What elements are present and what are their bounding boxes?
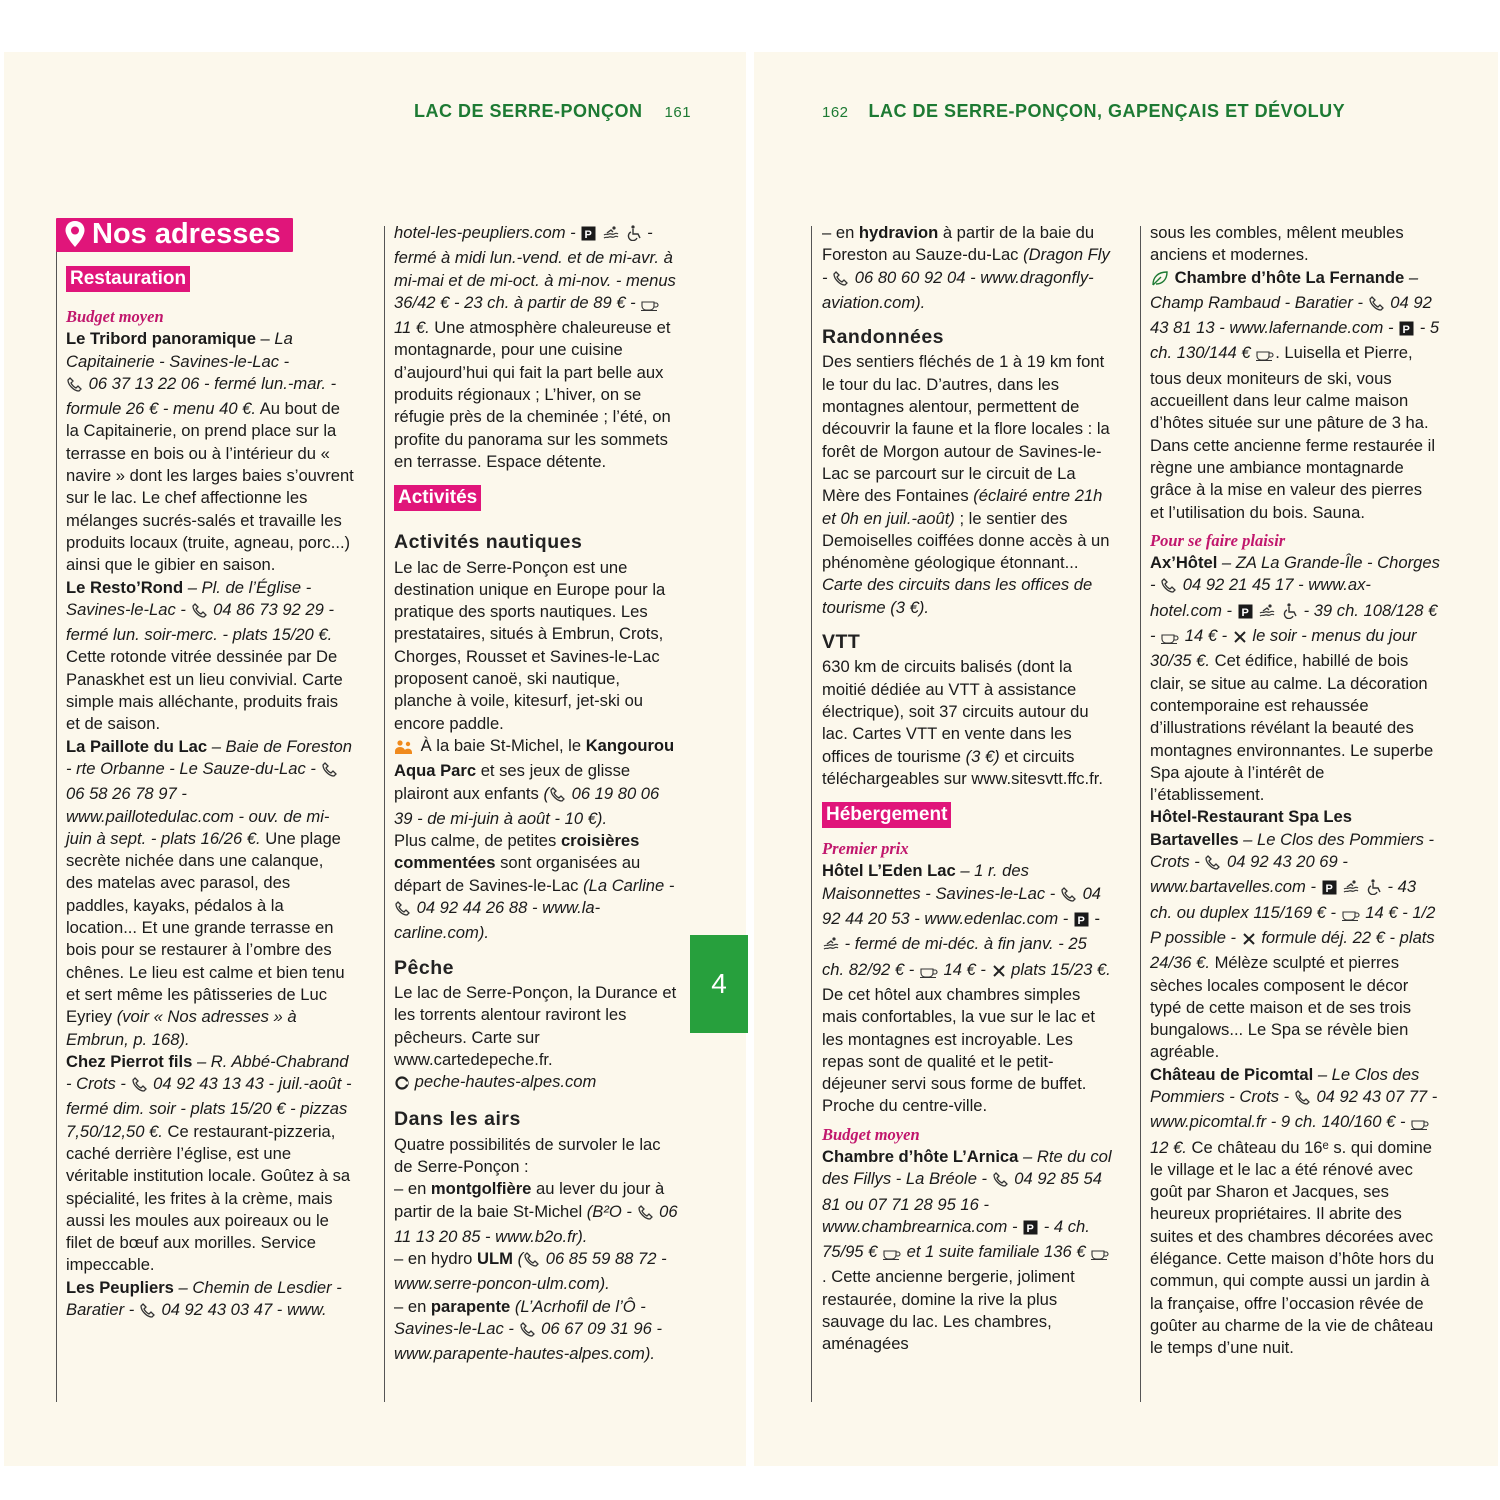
phone-icon [550,786,566,808]
left-page-number: 161 [664,104,692,121]
parking-icon [1023,1219,1038,1241]
column-rule [1140,226,1141,1402]
listing-name: La Paillote du Lac [66,736,208,756]
phone-icon [993,1171,1009,1193]
randonnees-text: Des sentiers fléchés de 1 à 19 km font le tour du lac. D’autres, dans les montagnes alentour, permettent de découvrir la faune et la flore locales : la forêt de Morgon autour de Savines-le-Lac se parcourt sur le circuit de La Mère des Fontaines (éclairé entre 21h et 0h en juil.-août) ; le sentier des Demoiselles coiffées donne accès à un phénomène géologique étonnant... Carte des circuits dans les offices de tourisme (3 €). [822,352,1110,617]
listing-eden-lac: Hôtel L’Eden Lac – 1 r. des Maisonnettes - Savines-le-Lac - 04 92 44 20 53 - www.edenlac.com - P - - fermé de mi-déc. à fin janv. - 25 ch. 82/92 € - 14 € - plats 15/23 €. De cet hôtel aux chambres simples mais confortables, la vue sur le lac et les montagnes est incroyable. Les repas sont de qualité et le petit-déjeuner servi sous forme de buffet. Proche du centre-ville. [822,861,1111,1116]
column-3 [822,222,1112,1356]
listing-resto-rond: Le Resto’Rond – Pl. de l’Église - Savines-le-Lac - 04 86 73 92 29 - fermé lun. soir-merc. - plats 15/20 €. Cette rotonde vitrée dessinée par De Panaskhet est un lieu convivial. Carte simple mais alléchante, produits frais et de saison. [66,577,343,734]
listing-name: Ax’Hôtel [1150,553,1218,573]
heading-dans-les-airs: Dans les airs [394,1108,521,1131]
phone-icon [1205,854,1221,876]
peche-website: peche-hautes-alpes.com [394,1071,682,1096]
column-2: hotel-les-peupliers.com - P - fermé à midi lun.-vend. et de mi-avr. à mi-mai et de mi-oct. à mi-nov. - menus 36/42 € - 23 ch. à partir de 89 € - 11 €. Une atmosphère chaleureuse et montagnarde, pour une cuisine d’aujourd’hui qui fait la part belle aux produits régionaux ; L’hiver, on se réfugie près de la cheminée ; l’été, on profite du panorama sur les sommets en terrasse. Espace détente. Activités Activités nautiques Le lac de Serre-Ponçon est une destination unique en Europe pour la pratique des sports nautiques. Les prestataires, situés à Embrun, Crots, Chorges, Rousset et Savines-le-Lac proposent canoë, ski nautique, planche à voile, kitesurf, jet-ski ou encore paddle. À la baie St-Michel, le Kangourou Aqua Parc et ses jeux de glisse plairont aux enfants ( 06 19 80 06 39 - de mi-juin à août - 10 €). Plus calme, de petites croisières commentées sont organisées au départ de Savines-le-Lac (La Carline - 04 92 44 26 88 - www.la-carline.com). Pêche Le lac de Serre-Ponçon, la Durance et les torrents alentour raviront les pêcheurs. Carte sur www.cartedepeche.fr. peche-hautes-alpes.com Dans les airs Quatre possibilités de survoler le lac de Serre-Ponçon : – en montgolfière au lever du jour à partir de la baie St-Michel (B²O - 06 11 13 20 85 - www.b2o.fr). – en hydro ULM ( 06 85 59 88 72 - www.serre-poncon-ulm.com). – en parapente (L’Acrhofil de l’Ô - Savines-le-Lac - 06 67 09 31 96 - www.parapente-hautes-alpes.com). [394,222,682,1366]
breakfast-icon [641,295,659,317]
phone-icon [140,1302,156,1324]
section-restauration: Restauration [66,266,190,292]
vtt-text: 630 km de circuits balisés (dont la moitié dédiée au VTT à assistance électrique), soit 37 circuits autour du lac. Cartes VTT en vente dans les offices de tourisme (3 €) et circuits téléchargeables sur www.sitesvtt.ffc.fr. [822,657,1103,788]
parking-icon [1238,603,1253,625]
listing-axhotel: Ax’Hôtel – ZA La Grande-Île - Chorges - 04 92 21 45 17 - www.ax-hotel.com - P - 39 ch. 108/128 € - 14 € - le soir - menus du jour 30/35 €. Cet édifice, habillé de bois clair, se situe au calme. La décoration contemporaine est rehaussée d’illustrations révélant la beauté des montagnes environnantes. Le superbe Spa ajoute à l’intérêt de l’établissement. [1150,553,1440,805]
right-page-number: 162 [822,104,849,121]
chapter-tab: 4 [690,935,748,1033]
phone-icon [322,761,338,783]
right-title: LAC DE SERRE-PONÇON, GAPENÇAIS ET DÉVOLUY [868,101,1346,121]
svg-text:P: P [1402,324,1410,337]
phone-icon [395,900,411,922]
listing-ulm: – en hydro ULM ( 06 85 59 88 72 - www.serre-poncon-ulm.com). [394,1249,667,1294]
listing-name: Hôtel-Restaurant Spa Les Bartavelles [1150,807,1352,849]
listing-name: Château de Picomtal [1150,1064,1314,1084]
phone-icon [1161,577,1177,599]
listing-tribord: Le Tribord panoramique – La Capitainerie - Savines-le-Lac - 06 37 13 22 06 - fermé lun.-mar. - formule 26 € - menu 40 €. Au bout de la Capitainerie, on prend place sur la terrasse en bois ou à l’intérieur du « navire » dont les larges baies s’ouvrent sur le lac. Le chef affectionne les mélanges sucrés-salés et travaille les produits locaux (truite, agneau, porc...) ainsi que le gibier en saison. [66,329,354,575]
column-rule [56,226,57,1402]
column-1 [66,217,354,1324]
listing-parapente: – en parapente (L’Acrhofil de l’Ô - Savines-le-Lac - 06 67 09 31 96 - www.parapente-hautes-alpes.com). [394,1296,662,1364]
svg-text:P: P [584,229,593,241]
listing-name: Hôtel L’Eden Lac [822,861,956,881]
heading-vtt: VTT [822,631,861,654]
listing-arnica: Chambre d’hôte L’Arnica – Rte du col des Fillys - La Bréole - 04 92 85 54 81 ou 07 71 28 95 16 - www.chambrearnica.com - P - 4 ch. 75/95 € et 1 suite familiale 136 € . Cette ancienne bergerie, joliment restaurée, domine la rive la plus sauvage du lac. Les chambres, aménagées [822,1146,1112,1354]
web-icon [395,1074,409,1096]
parking-icon [1074,911,1089,933]
listing-picomtal: Château de Picomtal – Le Clos des Pommiers - Crots - 04 92 43 07 77 - www.picomtal.fr - 9 ch. 140/160 € - 12 €. Ce château du 16ᵉ s. qui domine le village et le lac a été rénové avec goût par Sharon et Jacques, ses heureux propriétaires. Il abrite des suites et des chambres décorées avec élégance. Cette maison d’hôte hors du commun, qui compte aussi un jardin à la française, offre l’occasion rêvée de goûter au charme de la vie de château le temps d’une nuit. [1150,1064,1438,1358]
listing-fernande: Chambre d’hôte La Fernande – Champ Rambaud - Baratier - 04 92 43 81 13 - www.lafernande.com - P - 5 ch. 130/144 € . Luisella et Pierre, tous deux moniteurs de ski, vous accueillent dans leur calme maison d’hôtes située sur une pâture de 3 ha. Dans cette ancienne ferme restaurée il règne une ambiance montagnarde grâce à la mise en valeur des pierres et l’utilisation du bois. Sauna. [1150,267,1440,522]
listing-name: Chambre d’hôte La Fernande [1174,267,1405,287]
heading-randonnees: Randonnées [822,326,945,349]
pool-icon [1343,879,1359,901]
column-rule [384,226,385,1402]
nos-adresses-banner [56,218,293,252]
svg-text:P: P [1077,915,1085,928]
svg-text:P: P [1325,883,1333,896]
listing-peupliers-cont: hotel-les-peupliers.com - P - fermé à midi lun.-vend. et de mi-avr. à mi-mai et de mi-oct. à mi-nov. - menus 36/42 € - 23 ch. à partir de 89 € - 11 €. Une atmosphère chaleureuse et montagnarde, pour une cuisine d’aujourd’hui qui fait la part belle aux produits régionaux ; L’hiver, on se réfugie près de la cheminée ; l’été, on profite du panorama sur les sommets en terrasse. Espace détente. [394,223,676,471]
phone-icon [1061,886,1077,908]
listing-hydravion: – en hydravion à partir de la baie du Foreston au Sauze-du-Lac (Dragon Fly - 06 80 60 92 04 - www.dragonfly-aviation.com). [822,223,1110,312]
heading-activites-nautiques: Activités nautiques [394,531,583,554]
listing-name: Le Tribord panoramique [66,329,256,349]
breakfast-icon [1411,1114,1429,1136]
column-rule [811,226,812,1402]
left-title: LAC DE SERRE-PONÇON [414,101,643,121]
column-4: sous les combles, mêlent meubles anciens et modernes. Chambre d’hôte La Fernande – Champ Rambaud - Baratier - 04 92 43 81 13 - www.lafernande.com - P - 5 ch. 130/144 € . Luisella et Pierre, tous deux moniteurs de ski, vous accueillent dans leur calme maison d’hôtes située sur une pâture de 3 ha. Dans cette ancienne ferme restaurée il règne une ambiance montagnarde grâce à la mise en valeur des pierres et l’utilisation du bois. Sauna. Pour se faire plaisir Ax’Hôtel – ZA La Grande-Île - Chorges - 04 92 21 45 17 - www.ax-hotel.com - P - 39 ch. 108/128 € - 14 € - le soir - menus du jour 30/35 €. Cet édifice, habillé de bois clair, se situe au calme. La décoration contemporaine est rehaussée d’illustrations révélant la beauté des montagnes environnantes. Le superbe Spa ajoute à l’intérêt de l’établissement. Hôtel-Restaurant Spa Les Bartavelles – Le Clos des Pommiers - Crots - 04 92 43 20 69 - www.bartavelles.com - P - 43 ch. ou duplex 115/169 € - 14 € - 1/2 P possible - formule déj. 22 € - plats 24/36 €. Mélèze sculpté et pierres sèches locales composent le décor typé de cette maison et de ses trois bungalows... Le Spa se révèle bien agréable. Château de Picomtal – Le Clos des Pommiers - Crots - 04 92 43 07 77 - www.picomtal.fr - 9 ch. 140/160 € - 12 €. Ce château du 16ᵉ s. qui domine le village et le lac a été rénové avec goût par Sharon et Jacques, ses heureux propriétaires. Il abrite des suites et des chambres décorées avec élégance. Cette maison d’hôte hors du commun, qui compte aussi un jardin à la française, offre l’occasion rêvée de goûter au charme de la vie de château le temps d’une nuit. [1150,222,1440,1360]
parking-icon [1322,879,1337,901]
wheelchair-icon [626,225,642,247]
wheelchair-icon [1282,603,1298,625]
restaurant-icon [1233,628,1247,650]
eco-leaf-icon [1151,270,1169,292]
section-hebergement: Hébergement [822,802,951,828]
listing-name: Chambre d’hôte L’Arnica [822,1146,1019,1166]
listing-montgolfiere: – en montgolfière au lever du jour à partir de la baie St-Michel (B²O - 06 11 13 20 85 - www.b2o.fr). [394,1179,678,1246]
nos-adresses-title: Nos adresses [92,217,281,250]
phone-icon [1369,295,1385,317]
phone-icon [67,376,83,398]
heading-peche: Pêche [394,956,454,979]
price-category: Premier prix [822,839,909,859]
wheelchair-icon [1366,879,1382,901]
price-category: Pour se faire plaisir [1150,530,1286,550]
breakfast-icon [1161,628,1179,650]
phone-icon [833,270,849,292]
listing-croisieres: Plus calme, de petites croisières commentées sont organisées au départ de Savines-le-Lac (La Carline - 04 92 44 26 88 - www.la-carline.com). [394,831,675,943]
listing-name: Chez Pierrot fils [66,1051,193,1071]
listing-name: Les Peupliers [66,1277,174,1297]
restaurant-icon [1242,930,1256,952]
listing-peupliers: Les Peupliers – Chemin de Lesdier - Baratier - 04 92 43 03 47 - www. [66,1277,354,1325]
price-category: Budget moyen [66,307,164,326]
phone-icon [638,1204,654,1226]
parking-icon [581,225,596,247]
breakfast-icon [883,1244,901,1266]
svg-text:P: P [1026,1222,1034,1235]
listing-kangourou: À la baie St-Michel, le Kangourou Aqua Parc et ses jeux de glisse plairont aux enfants ( 06 19 80 06 39 - de mi-juin à août - 10 €). [394,735,675,828]
phone-icon [520,1321,536,1343]
phone-icon [132,1076,148,1098]
breakfast-icon [1091,1244,1109,1266]
listing-bartavelles: Hôtel-Restaurant Spa Les Bartavelles – Le Clos des Pommiers - Crots - 04 92 43 20 69 - www.bartavelles.com - P - 43 ch. ou duplex 115/169 € - 14 € - 1/2 P possible - formule déj. 22 € - plats 24/36 €. Mélèze sculpté et pierres sèches locales composent le décor typé de cette maison et de ses trois bungalows... Le Spa se révèle bien agréable. [1150,807,1436,1062]
parking-icon [1399,320,1414,342]
phone-icon [192,602,208,624]
listing-name: Le Resto’Rond [66,577,184,597]
section-activites: Activités [394,485,481,511]
pool-icon [603,225,619,247]
breakfast-icon [1256,345,1274,367]
listing-paillote: La Paillote du Lac – Baie de Foreston - rte Orbanne - Le Sauze-du-Lac - 06 58 26 78 97 - www.paillotedulac.com - ouv. de mi-juin à sept. - plats 16/26 €. Une plage secrète nichée dans une calanque, des matelas avec parasol, des paddles, kayaks, pédalos à la location... Et une grande terrasse en bois pour se restaurer à l’ombre des chênes. Le lieu est calme et bien tenu et sert même les pâtisseries de Luc Eyriey (voir « Nos adresses » à Embrun, p. 168). [66,736,352,1049]
restaurant-icon [992,962,1006,984]
phone-icon [524,1251,540,1273]
location-pin-icon [64,220,86,248]
phone-icon [1295,1089,1311,1111]
left-running-head [414,101,697,122]
svg-text:P: P [1241,606,1249,619]
pool-icon [823,936,839,958]
listing-pierrot: Chez Pierrot fils – R. Abbé-Chabrand - Crots - 04 92 43 13 43 - juil.-août - fermé dim. soir - plats 15/20 € - pizzas 7,50/12,50 €. Ce restaurant-pizzeria, caché derrière l’église, est une véritable institution locale. Goûtez à sa spécialité, les frites à la crème, mais aussi les moules aux poireaux ou le filet de bœuf aux morilles. Service impeccable. [66,1051,352,1275]
family-icon [395,738,415,760]
pool-icon [1259,603,1275,625]
right-running-head [816,101,1345,122]
breakfast-icon [920,962,938,984]
breakfast-icon [1342,905,1360,927]
price-category: Budget moyen [822,1124,920,1144]
